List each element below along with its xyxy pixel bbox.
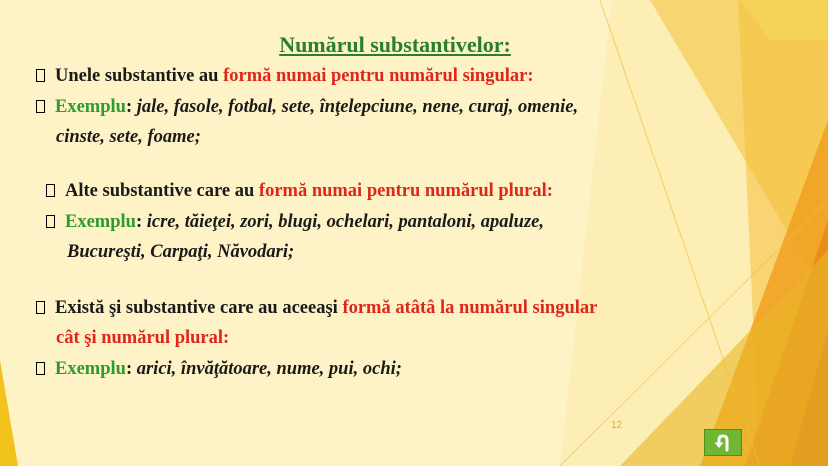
checkbox-bullet-icon [36, 69, 45, 82]
checkbox-bullet-icon [46, 215, 55, 228]
return-arrow-icon [713, 434, 733, 452]
checkbox-bullet-icon [36, 100, 45, 113]
section3-example: Exemplu: arici, învăţătoare, nume, pui, ochi; [36, 359, 402, 380]
section2-intro: Alte substantive care au formă numai pentru numărul plural: [46, 181, 553, 202]
slide-title: Numărul substantivelor: [279, 32, 511, 57]
example-label: Exemplu [65, 212, 136, 232]
section3-intro-cont: cât şi numărul plural: [56, 328, 230, 348]
section1-intro: Unele substantive au formă numai pentru numărul singular: [36, 66, 534, 87]
section2-example-cont: Bucureşti, Carpaţi, Năvodari; [67, 242, 295, 262]
checkbox-bullet-icon [36, 301, 45, 314]
section1-example-cont: cinste, sete, foame; [56, 127, 201, 147]
section3-intro: Există şi substantive care au aceeaşi formă atâtâ la numărul singular [36, 298, 597, 319]
return-button[interactable] [704, 429, 742, 456]
checkbox-bullet-icon [36, 362, 45, 375]
example-label: Exemplu [55, 359, 126, 379]
checkbox-bullet-icon [46, 184, 55, 197]
page-number: 12 [611, 420, 623, 431]
section1-example: Exemplu: jale, fasole, fotbal, sete, înţelepciune, nene, curaj, omenie, [36, 97, 578, 118]
section2-example: Exemplu: icre, tăieţei, zori, blugi, ochelari, pantaloni, apaluze, [46, 212, 544, 233]
example-label: Exemplu [55, 97, 126, 117]
